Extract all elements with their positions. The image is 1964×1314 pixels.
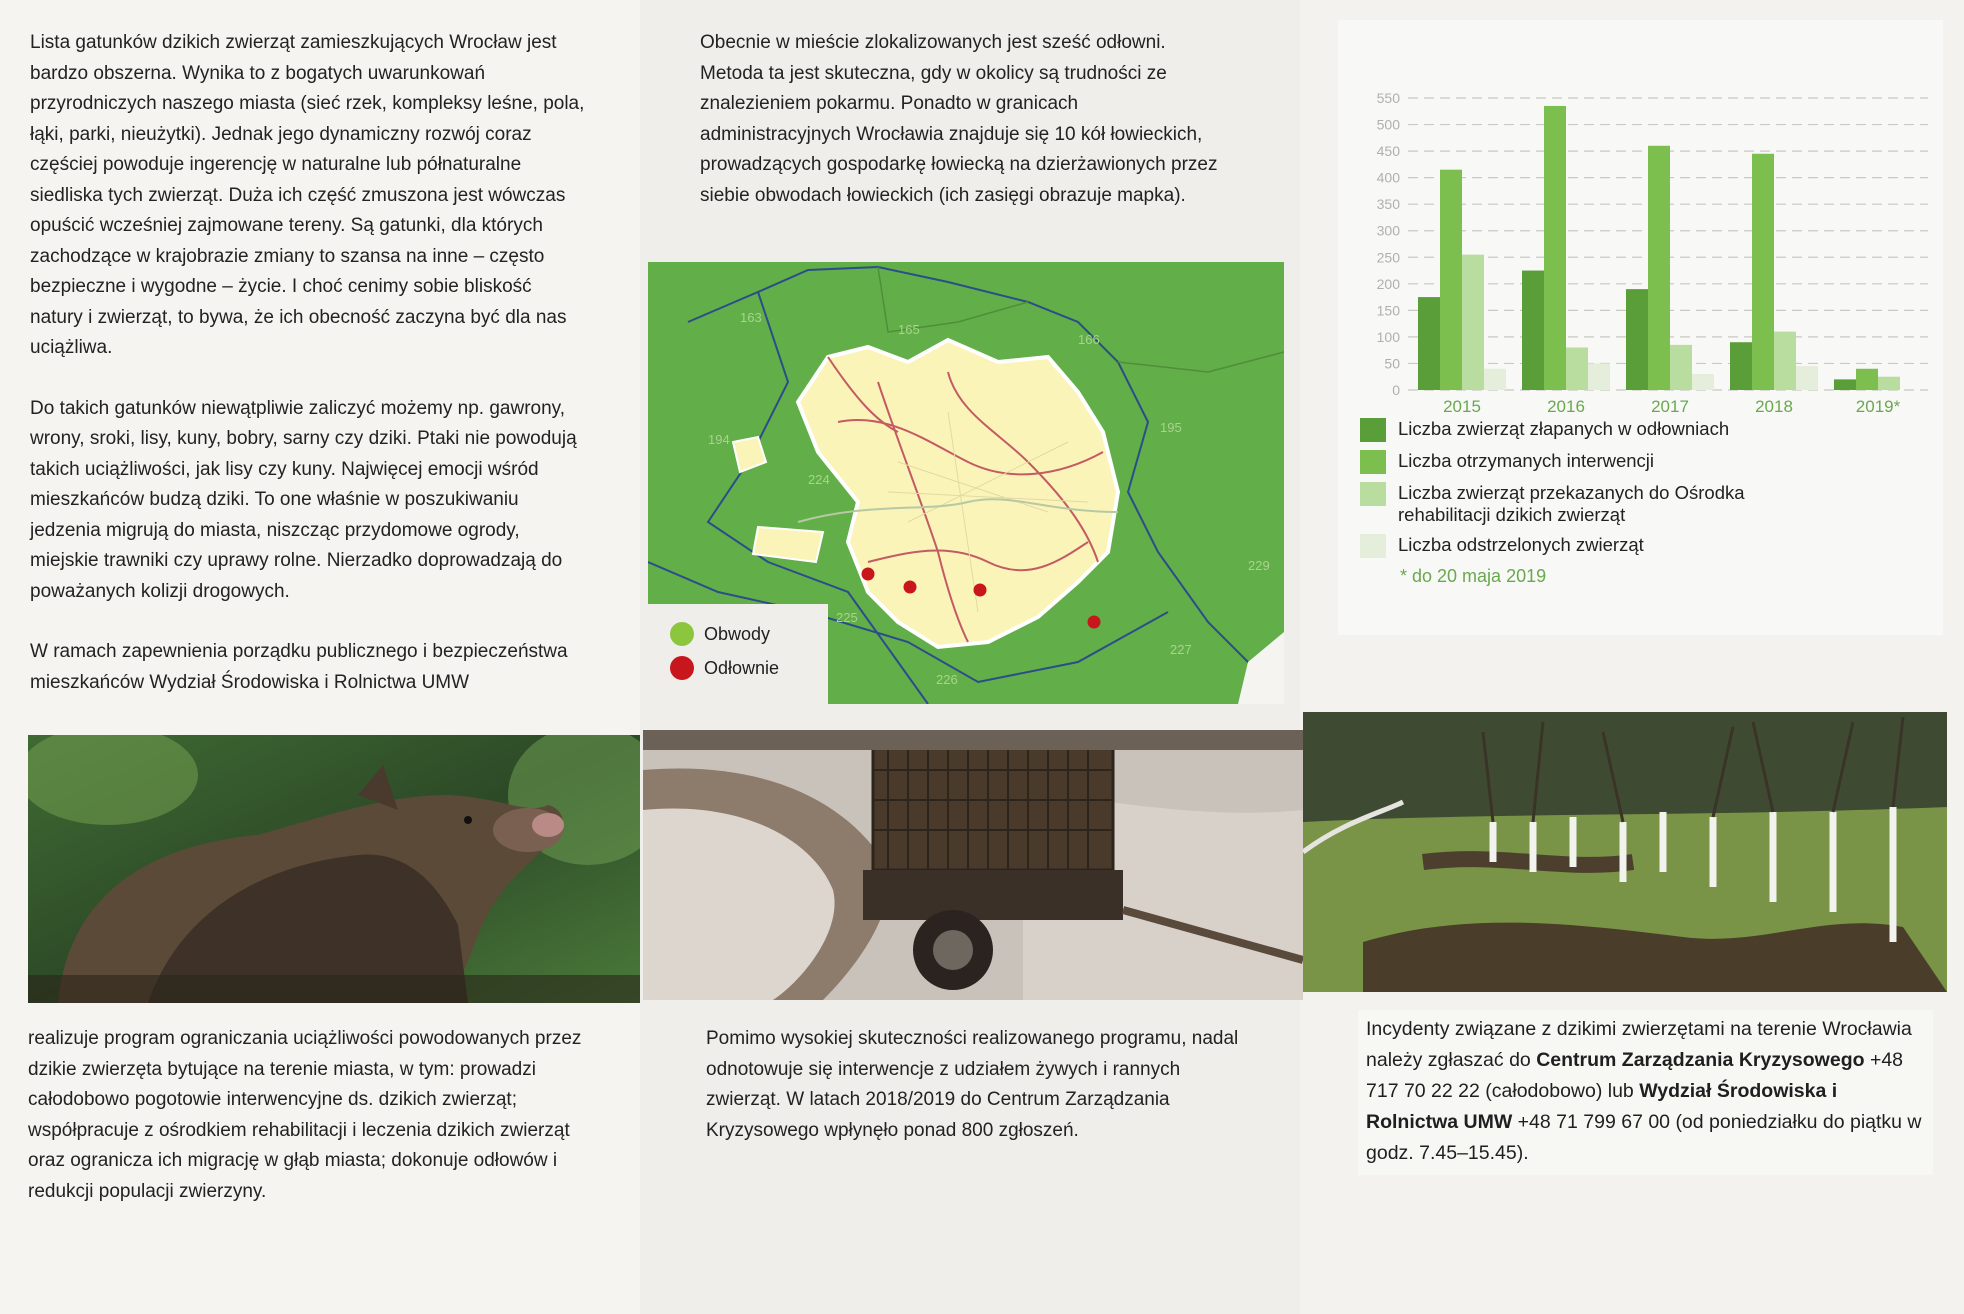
x-tick-label: 2015 (1443, 397, 1481, 416)
contact-czk: Centrum Zarządzania Kryzysowego (1536, 1049, 1865, 1071)
legend-label: Liczba zwierząt przekazanych do Ośrodka rehabilitacji dzikich zwierząt (1398, 482, 1745, 525)
legend-label: Liczba zwierząt złapanych w odłowniach (1398, 418, 1730, 439)
wild-boar-photo (28, 735, 640, 1003)
program-text (28, 1024, 598, 1207)
legend-item (1360, 418, 1920, 442)
bar (1648, 146, 1670, 390)
y-tick-label: 500 (1376, 116, 1400, 133)
trap-marker (1088, 616, 1101, 629)
map-legend (670, 622, 779, 690)
y-tick-label: 350 (1376, 196, 1400, 213)
bar (1566, 348, 1588, 390)
y-tick-label: 250 (1376, 249, 1400, 266)
orchard-image (1303, 712, 1947, 992)
contact-wsr: Wydział Środowiska i Rolnictwa UMW (1366, 1080, 1838, 1133)
bar (1856, 369, 1878, 390)
district-label: 194 (708, 432, 730, 447)
district-label: 227 (1170, 642, 1192, 657)
bar (1834, 379, 1856, 390)
district-label: 226 (936, 672, 958, 687)
contact-intro: Incydenty związane z dzikimi zwierzętami na terenie Wrocławia należy zgłaszać do (1366, 1018, 1912, 1071)
effectiveness-text (706, 1024, 1251, 1146)
district-label: 195 (1160, 420, 1182, 435)
bar (1418, 297, 1440, 390)
bar (1692, 374, 1714, 390)
district-label: 225 (836, 610, 858, 625)
odlownie-dot-icon (670, 656, 694, 680)
boar-image (28, 735, 640, 1003)
bar (1484, 369, 1506, 390)
x-tick-label: 2016 (1547, 397, 1585, 416)
y-tick-label: 100 (1376, 328, 1400, 345)
legend-obwody-label: Obwody (704, 623, 771, 644)
obwody-dot-icon (670, 622, 694, 646)
legend-swatch (1360, 450, 1386, 474)
bar (1752, 154, 1774, 390)
paragraph-traps: Obecnie w mieście zlokalizowanych jest sześć odłowni. Metoda ta jest skuteczna, gdy w okolicy są trudności ze znalezieniem pokarmu. Ponadto w granicach administracyjnych Wrocławia znajduje się 10 kół łowieckich, prowadzących gospodarkę łowiecką na dzierżawionych przez siebie obwodach łowieckich (ich zasięgi obrazuje mapka). (700, 32, 1218, 206)
y-tick-label: 450 (1376, 143, 1400, 160)
bar (1730, 342, 1752, 390)
bar (1588, 363, 1610, 390)
paragraph-department: W ramach zapewnienia porządku publicznego i bezpieczeństwa mieszkańców Wydział Środowiska i Rolnictwa UMW (30, 641, 568, 693)
trap-marker (862, 568, 875, 581)
legend-odlownie-label: Odłownie (704, 657, 780, 678)
legend-item (1360, 482, 1920, 526)
district-label: 224 (808, 472, 830, 487)
x-tick-label: 2017 (1651, 397, 1689, 416)
bar (1878, 377, 1900, 390)
y-tick-label: 50 (1384, 355, 1400, 372)
legend-swatch (1360, 418, 1386, 442)
bar-chart (1338, 20, 1943, 420)
bar (1670, 345, 1692, 390)
bar (1522, 271, 1544, 390)
contact-czk-phone: +48 717 70 22 22 (całodobowo) lub (1366, 1049, 1904, 1102)
paragraph-effectiveness: Pomimo wysokiej skuteczności realizowanego programu, nadal odnotowuje się interwencje z udziałem żywych i rannych zwierząt. W latach 2018/2019 do Centrum Zarządzania Kryzysowego wpłynęło ponad 800 zgłoszeń. (706, 1028, 1239, 1141)
bar (1544, 106, 1566, 390)
bar (1626, 289, 1648, 390)
legend-swatch (1360, 482, 1386, 506)
paragraph-problem-species: Do takich gatunków niewątpliwie zaliczyć możemy np. gawrony, wrony, sroki, lisy, kuny, bobry, sarny czy dziki. Ptaki nie powodują takich uciążliwości, jak lisy czy kuny. Najwięcej emocji wśród mieszkańców budzą dziki. To one właśnie w poszukiwaniu jedzenia migrują do miasta, niszcząc przydomowe ogrody, miejskie trawniki czy uprawy rolne. Nierzadko doprowadzają do poważanych kolizji drogowych. (30, 397, 577, 602)
y-tick-label: 400 (1376, 169, 1400, 186)
contact-wsr-phone: +48 71 799 67 00 (od poniedziałku do piątku w godz. 7.45–15.45). (1366, 1111, 1922, 1164)
orchard-damage-photo (1303, 712, 1947, 992)
x-tick-label: 2019* (1855, 397, 1901, 416)
legend-swatch (1360, 534, 1386, 558)
intro-text (30, 28, 585, 698)
bar (1796, 366, 1818, 390)
bar (1440, 170, 1462, 390)
y-tick-label: 0 (1392, 382, 1400, 398)
y-tick-label: 150 (1376, 302, 1400, 319)
x-tick-label: 2018 (1755, 397, 1793, 416)
legend-item (1360, 450, 1920, 474)
legend-label: Liczba odstrzelonych zwierząt (1398, 534, 1644, 555)
legend-item (1360, 534, 1920, 558)
trap-marker (974, 584, 987, 597)
legend-obwody (670, 622, 779, 646)
trap-image (643, 730, 1303, 1000)
paragraph-species: Lista gatunków dzikich zwierząt zamieszkujących Wrocław jest bardzo obszerna. Wynika to z bogatych uwarunkowań przyrodniczych naszego miasta (sieć rzek, kompleksy leśne, pola, łąki, parki, nieużytki). Jednak jego dynamiczny rozwój coraz częściej powoduje ingerencję w naturalne lub półnaturalne siedliska tych zwierząt. Duża ich część zmuszona jest wówczas opuścić wcześniej zajmowane tereny. Są gatunki, dla których zachodzące w krajobrazie zmiany to szansa na inne – często bezpieczne i wygodne – życie. I choć cenimy sobie bliskość natury i zwierząt, to bywa, że ich obecność zaczyna być dla nas uciążliwa. (30, 32, 585, 358)
legend-odlownie (670, 656, 779, 680)
district-label: 165 (898, 322, 920, 337)
paragraph-program: realizuje program ograniczania uciążliwości powodowanych przez dzikie zwierzęta bytujące na terenie miasta, w tym: prowadzi całodobowo pogotowie interwencyjne ds. dzikich zwierząt; współpracuje z ośrodkiem rehabilitacji i leczenia dzikich zwierząt oraz ogranicza ich migrację w głąb miasta; dokonuje odłowów i redukcji populacji zwierzyny. (28, 1028, 582, 1202)
y-tick-label: 200 (1376, 275, 1400, 292)
district-label: 229 (1248, 558, 1270, 573)
trap-marker (904, 581, 917, 594)
legend-label: Liczba otrzymanych interwencji (1398, 450, 1655, 471)
chart-footnote: * do 20 maja 2019 (1400, 566, 1547, 586)
trap-text (700, 28, 1230, 211)
chart-legend (1360, 418, 1920, 587)
bar (1774, 332, 1796, 390)
district-label: 163 (740, 310, 762, 325)
district-label: 166 (1078, 332, 1100, 347)
y-tick-label: 300 (1376, 222, 1400, 239)
boar-trap-photo (643, 730, 1303, 1000)
y-tick-label: 550 (1376, 90, 1400, 106)
contact-box (1358, 1010, 1933, 1175)
bar (1462, 255, 1484, 390)
